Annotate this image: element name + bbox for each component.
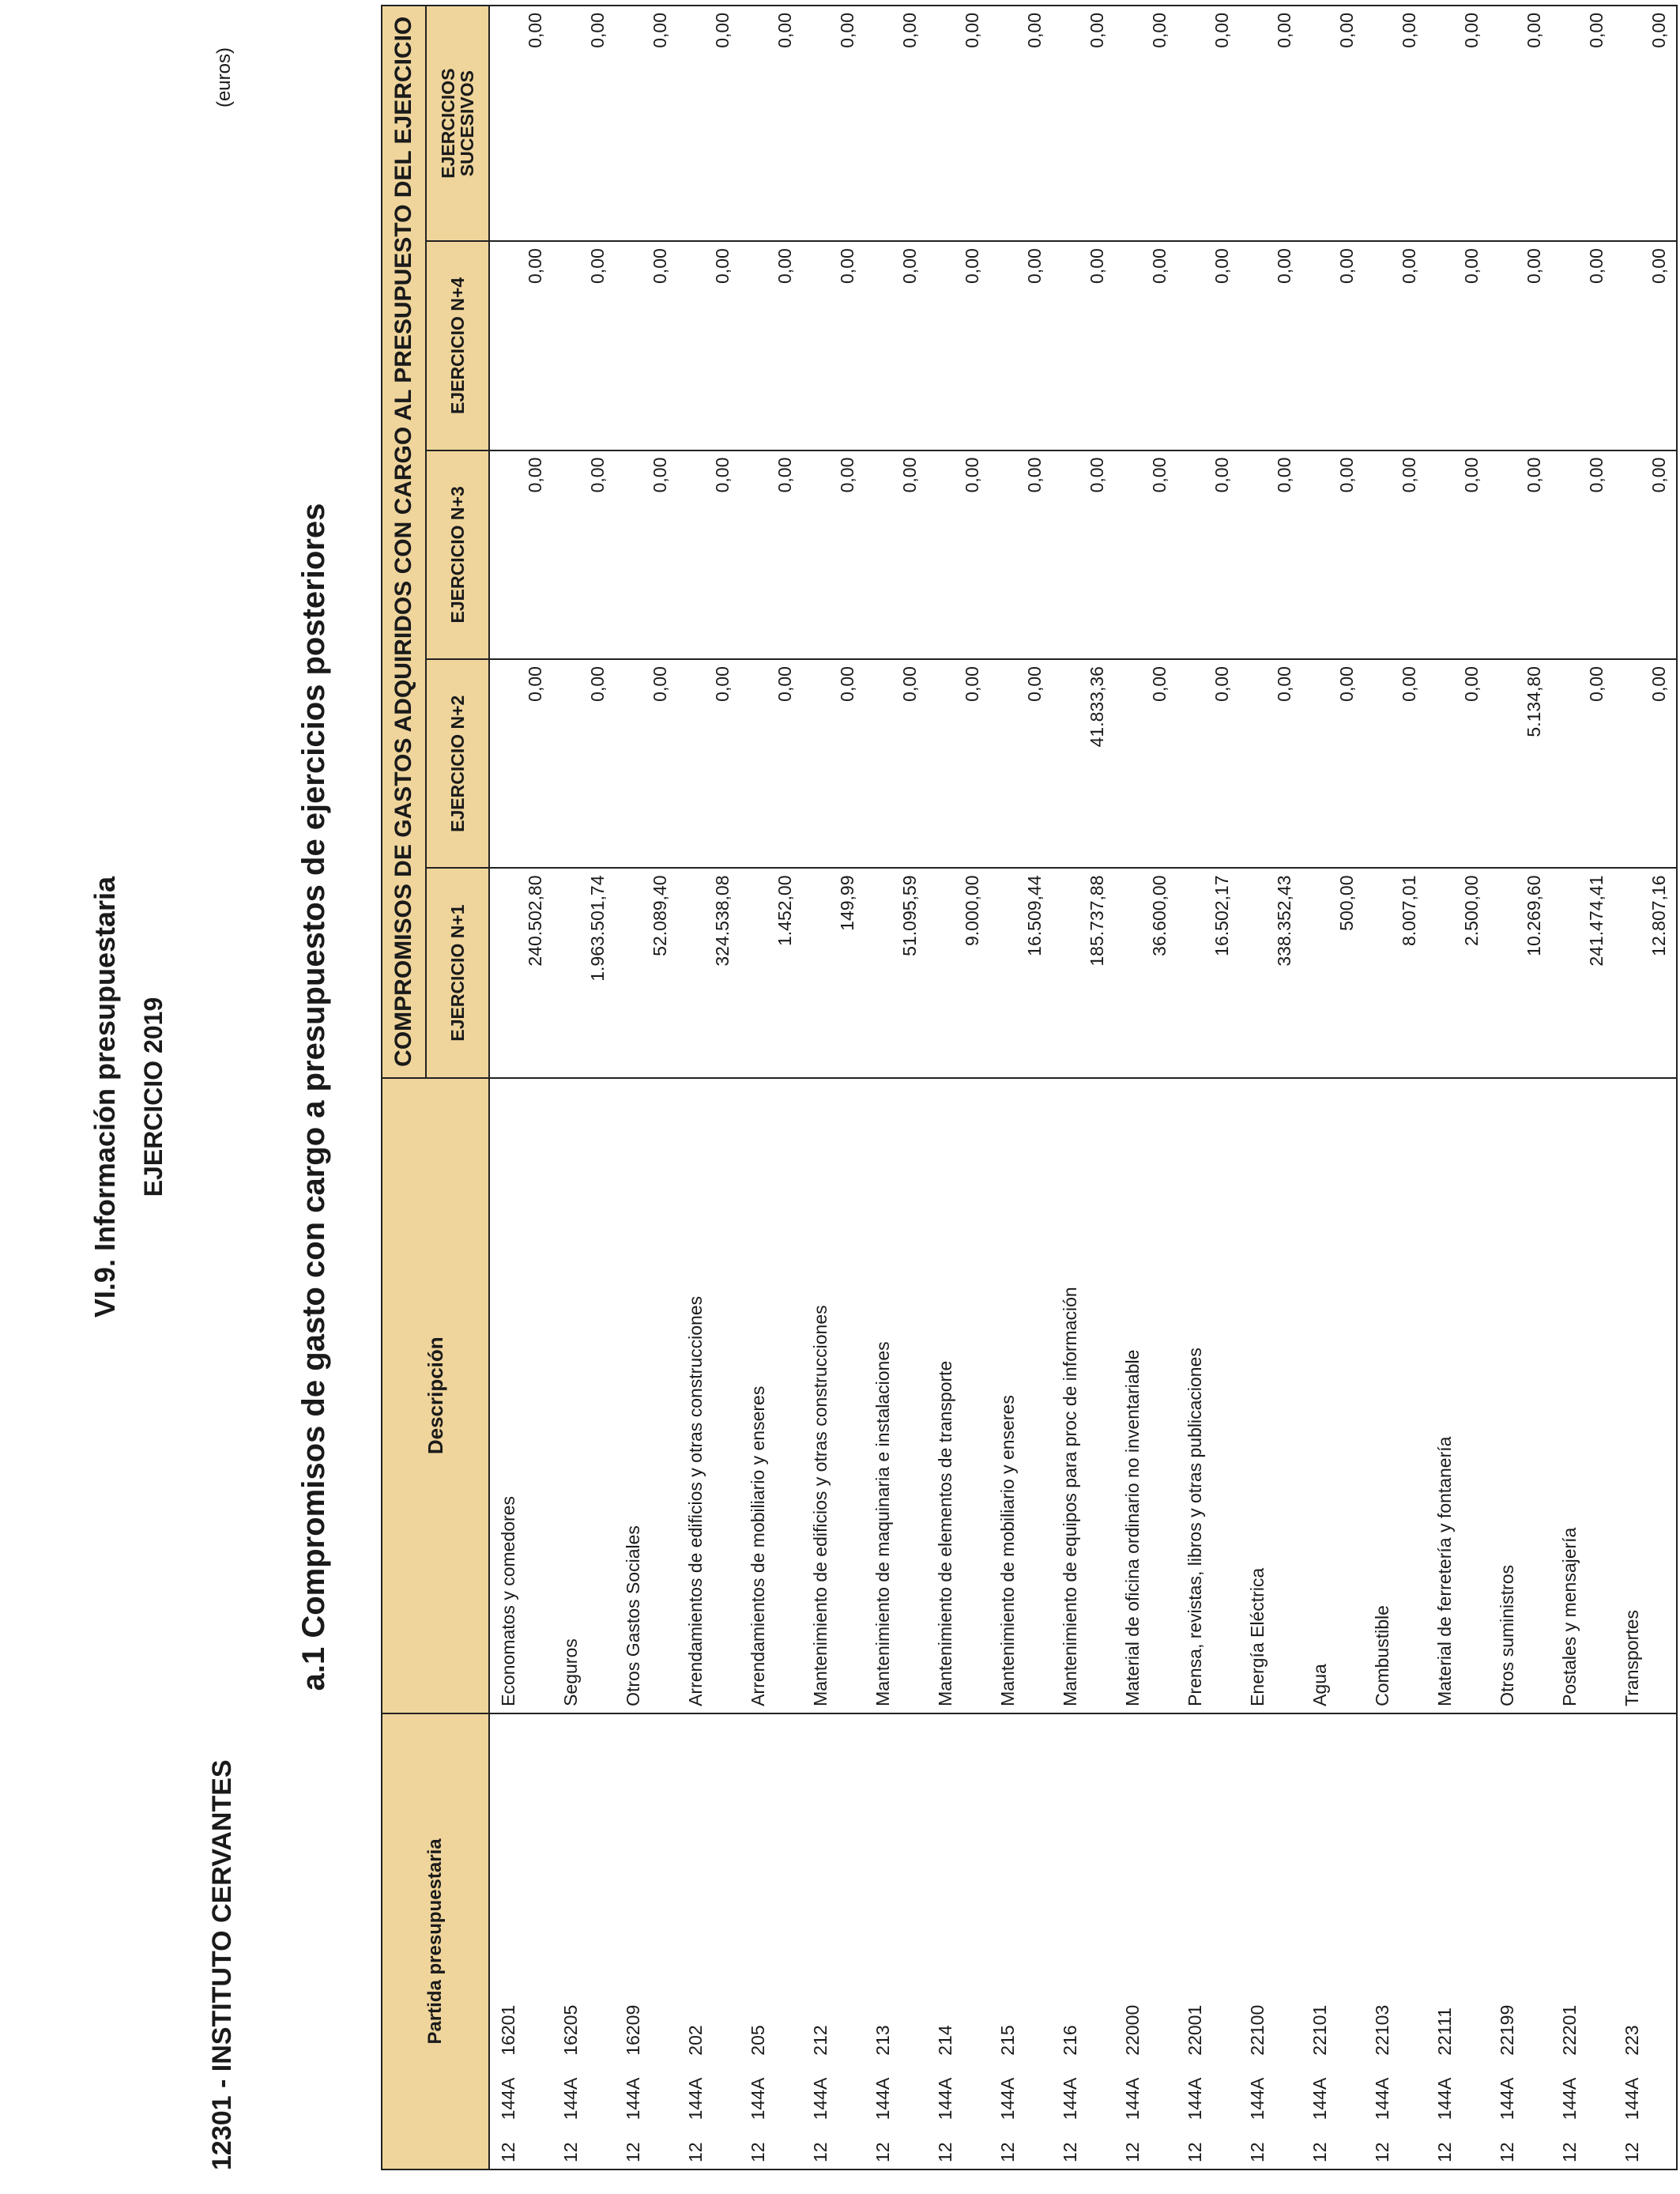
n1-cell: 149,99 (802, 868, 864, 1077)
n2-cell: 0,00 (927, 659, 989, 868)
partida-program: 144A (1122, 2077, 1143, 2120)
partida-section: 12 (1497, 2142, 1517, 2162)
descripcion-cell: Mantenimiento de maquinaria e instalaciones (864, 1078, 927, 1713)
descripcion-cell: Combustible (1364, 1078, 1426, 1713)
n3-cell: 0,00 (615, 450, 677, 659)
n1-cell: 16.509,44 (989, 868, 1052, 1077)
table-row (1489, 6, 1551, 2169)
partida-cell (1614, 1713, 1677, 2169)
partida-concept: 205 (748, 2025, 768, 2056)
table-row (1114, 6, 1177, 2169)
partida-concept: 213 (872, 2025, 893, 2056)
sucesivos-cell: 0,00 (1364, 6, 1426, 241)
n3-cell: 0,00 (989, 450, 1052, 659)
partida-cell (1177, 1713, 1239, 2169)
table-row (864, 6, 927, 2169)
descripcion-cell: Arrendamientos de edificios y otras construcciones (677, 1078, 740, 1713)
partida-cell (740, 1713, 802, 2169)
n4-cell: 0,00 (489, 241, 552, 450)
sucesivos-cell: 0,00 (1489, 6, 1551, 241)
descripcion-cell: Mantenimiento de equipos para proc de información (1052, 1078, 1114, 1713)
col-header-n2: EJERCICIO N+2 (426, 659, 489, 868)
group-header: COMPROMISOS DE GASTOS ADQUIRIDOS CON CARGO AL PRESUPUESTO DEL EJERCICIO (382, 6, 426, 1078)
n1-cell: 338.352,43 (1239, 868, 1301, 1077)
table-row (552, 6, 615, 2169)
partida-concept: 215 (997, 2025, 1018, 2056)
descripcion-cell: Transportes (1614, 1078, 1677, 1713)
partida-section: 12 (685, 2142, 706, 2162)
partida-section: 12 (498, 2142, 518, 2162)
n2-cell: 0,00 (1551, 659, 1614, 868)
n3-cell: 0,00 (864, 450, 927, 659)
partida-section: 12 (1372, 2142, 1392, 2162)
n1-cell: 241.474,41 (1551, 868, 1614, 1077)
table-row (989, 6, 1052, 2169)
col-header-partida: Partida presupuestaria (382, 1713, 489, 2169)
n4-cell: 0,00 (615, 241, 677, 450)
n4-cell: 0,00 (802, 241, 864, 450)
table-row (1364, 6, 1426, 2169)
n2-cell: 0,00 (1614, 659, 1677, 868)
n4-cell: 0,00 (1551, 241, 1614, 450)
partida-program: 144A (748, 2077, 768, 2120)
partida-section: 12 (1622, 2142, 1642, 2162)
n2-cell: 41.833,36 (1052, 659, 1114, 868)
descripcion-cell: Seguros (552, 1078, 615, 1713)
partida-concept: 22100 (1247, 2004, 1268, 2056)
n3-cell: 0,00 (1614, 450, 1677, 659)
n2-cell: 0,00 (677, 659, 740, 868)
table-row (1551, 6, 1614, 2169)
partida-cell (1426, 1713, 1489, 2169)
n2-cell: 0,00 (1426, 659, 1489, 868)
n3-cell: 0,00 (677, 450, 740, 659)
n1-cell: 10.269,60 (1489, 868, 1551, 1077)
col-header-descripcion: Descripción (382, 1078, 489, 1713)
ejercicio-title: EJERCICIO 2019 (139, 997, 168, 1197)
sucesivos-cell: 0,00 (552, 6, 615, 241)
sucesivos-cell: 0,00 (1301, 6, 1364, 241)
sucesivos-cell: 0,00 (989, 6, 1052, 241)
partida-program: 144A (1309, 2077, 1330, 2120)
sucesivos-cell: 0,00 (740, 6, 802, 241)
n4-cell: 0,00 (989, 241, 1052, 450)
table-row (489, 6, 552, 2169)
partida-concept: 22111 (1434, 2007, 1455, 2056)
partida-section: 12 (997, 2142, 1018, 2162)
n4-cell: 0,00 (1426, 241, 1489, 450)
col-header-n4: EJERCICIO N+4 (426, 241, 489, 450)
n1-cell: 36.600,00 (1114, 868, 1177, 1077)
partida-concept: 214 (935, 2025, 955, 2056)
descripcion-cell: Prensa, revistas, libros y otras publicaciones (1177, 1078, 1239, 1713)
partida-program: 144A (1247, 2077, 1268, 2120)
partida-concept: 16205 (560, 2004, 581, 2056)
partida-concept: 212 (810, 2025, 831, 2056)
table-title: a.1 Compromisos de gasto con cargo a presupuestos de ejercicios posteriores (296, 503, 331, 1691)
table-row (1052, 6, 1114, 2169)
partida-program: 144A (623, 2077, 643, 2120)
partida-program: 144A (1060, 2077, 1080, 2120)
partida-program: 144A (1372, 2077, 1392, 2120)
n4-cell: 0,00 (1364, 241, 1426, 450)
n1-cell: 8.007,01 (1364, 868, 1426, 1077)
partida-concept: 16201 (498, 2004, 518, 2056)
partida-program: 144A (1434, 2077, 1455, 2120)
n1-cell: 16.502,17 (1177, 868, 1239, 1077)
n3-cell: 0,00 (489, 450, 552, 659)
partida-section: 12 (1122, 2142, 1143, 2162)
col-header-n3: EJERCICIO N+3 (426, 450, 489, 659)
n3-cell: 0,00 (802, 450, 864, 659)
n2-cell: 0,00 (489, 659, 552, 868)
sucesivos-cell: 0,00 (927, 6, 989, 241)
sucesivos-cell: 0,00 (1551, 6, 1614, 241)
table-row (802, 6, 864, 2169)
partida-cell (1489, 1713, 1551, 2169)
table-row (677, 6, 740, 2169)
partida-program: 144A (872, 2077, 893, 2120)
partida-cell (989, 1713, 1052, 2169)
descripcion-cell: Agua (1301, 1078, 1364, 1713)
partida-cell (1301, 1713, 1364, 2169)
n1-cell: 51.095,59 (864, 868, 927, 1077)
partida-section: 12 (1185, 2142, 1205, 2162)
sucesivos-cell: 0,00 (677, 6, 740, 241)
n2-cell: 0,00 (1364, 659, 1426, 868)
n2-cell: 0,00 (1239, 659, 1301, 868)
descripcion-cell: Economatos y comedores (489, 1078, 552, 1713)
units-label: (euros) (213, 47, 235, 108)
descripcion-cell: Material de ferretería y fontanería (1426, 1078, 1489, 1713)
n4-cell: 0,00 (552, 241, 615, 450)
sucesivos-line2: SUCESIVOS (457, 70, 477, 177)
partida-program: 144A (1185, 2077, 1205, 2120)
n3-cell: 0,00 (1426, 450, 1489, 659)
partida-concept: 202 (685, 2025, 706, 2056)
n4-cell: 0,00 (1114, 241, 1177, 450)
partida-concept: 22001 (1185, 2004, 1205, 2056)
partida-cell (927, 1713, 989, 2169)
partida-program: 144A (997, 2077, 1018, 2120)
table-row (1239, 6, 1301, 2169)
n2-cell: 0,00 (802, 659, 864, 868)
partida-concept: 216 (1060, 2025, 1080, 2056)
partida-program: 144A (560, 2077, 581, 2120)
partida-cell (552, 1713, 615, 2169)
partida-concept: 22000 (1122, 2004, 1143, 2056)
sucesivos-cell: 0,00 (1052, 6, 1114, 241)
partida-cell (615, 1713, 677, 2169)
partida-program: 144A (935, 2077, 955, 2120)
table-row (1177, 6, 1239, 2169)
descripcion-cell: Mantenimiento de mobiliario y enseres (989, 1078, 1052, 1713)
sucesivos-cell: 0,00 (615, 6, 677, 241)
descripcion-cell: Mantenimiento de edificios y otras construcciones (802, 1078, 864, 1713)
descripcion-cell: Material de oficina ordinario no inventariable (1114, 1078, 1177, 1713)
partida-section: 12 (935, 2142, 955, 2162)
partida-section: 12 (810, 2142, 831, 2162)
n4-cell: 0,00 (677, 241, 740, 450)
commitments-table (381, 5, 1678, 2170)
n1-cell: 185.737,88 (1052, 868, 1114, 1077)
partida-concept: 22101 (1309, 2004, 1330, 2056)
descripcion-cell: Otros suministros (1489, 1078, 1551, 1713)
n4-cell: 0,00 (1614, 241, 1677, 450)
n3-cell: 0,00 (552, 450, 615, 659)
partida-program: 144A (1622, 2077, 1642, 2120)
n3-cell: 0,00 (740, 450, 802, 659)
n4-cell: 0,00 (1489, 241, 1551, 450)
n3-cell: 0,00 (1114, 450, 1177, 659)
partida-concept: 16209 (623, 2004, 643, 2056)
partida-concept: 223 (1622, 2025, 1642, 2056)
partida-section: 12 (1559, 2142, 1580, 2162)
descripcion-cell: Postales y mensajería (1551, 1078, 1614, 1713)
partida-cell (1052, 1713, 1114, 2169)
n4-cell: 0,00 (740, 241, 802, 450)
partida-cell (677, 1713, 740, 2169)
descripcion-cell: Energía Eléctrica (1239, 1078, 1301, 1713)
sucesivos-cell: 0,00 (1114, 6, 1177, 241)
n4-cell: 0,00 (1301, 241, 1364, 450)
n3-cell: 0,00 (1364, 450, 1426, 659)
sucesivos-cell: 0,00 (1177, 6, 1239, 241)
descripcion-cell: Mantenimiento de elementos de transporte (927, 1078, 989, 1713)
partida-concept: 22103 (1372, 2004, 1392, 2056)
section-title: VI.9. Información presupuestaria (89, 876, 121, 1318)
n3-cell: 0,00 (1551, 450, 1614, 659)
table-row (615, 6, 677, 2169)
n2-cell: 0,00 (1301, 659, 1364, 868)
sucesivos-line1: EJERCICIOS (438, 68, 458, 179)
n1-cell: 324.538,08 (677, 868, 740, 1077)
n4-cell: 0,00 (927, 241, 989, 450)
n3-cell: 0,00 (927, 450, 989, 659)
partida-cell (1364, 1713, 1426, 2169)
descripcion-cell: Arrendamientos de mobiliario y enseres (740, 1078, 802, 1713)
partida-concept: 22199 (1497, 2004, 1517, 2056)
n2-cell: 0,00 (1177, 659, 1239, 868)
n2-cell: 5.134,80 (1489, 659, 1551, 868)
partida-program: 144A (1497, 2077, 1517, 2120)
col-header-n1: EJERCICIO N+1 (426, 868, 489, 1077)
n1-cell: 9.000,00 (927, 868, 989, 1077)
organism-name: 12301 - INSTITUTO CERVANTES (207, 1759, 237, 2170)
n3-cell: 0,00 (1239, 450, 1301, 659)
n2-cell: 0,00 (552, 659, 615, 868)
n4-cell: 0,00 (1177, 241, 1239, 450)
n2-cell: 0,00 (864, 659, 927, 868)
n4-cell: 0,00 (1239, 241, 1301, 450)
n4-cell: 0,00 (1052, 241, 1114, 450)
partida-section: 12 (1309, 2142, 1330, 2162)
sucesivos-cell: 0,00 (1239, 6, 1301, 241)
partida-section: 12 (872, 2142, 893, 2162)
partida-cell (1551, 1713, 1614, 2169)
sucesivos-cell: 0,00 (1426, 6, 1489, 241)
n2-cell: 0,00 (615, 659, 677, 868)
table-body (489, 6, 1677, 2169)
partida-program: 144A (1559, 2077, 1580, 2120)
sucesivos-cell: 0,00 (489, 6, 552, 241)
sucesivos-cell: 0,00 (864, 6, 927, 241)
partida-program: 144A (810, 2077, 831, 2120)
n1-cell: 500,00 (1301, 868, 1364, 1077)
partida-section: 12 (623, 2142, 643, 2162)
table-row (927, 6, 989, 2169)
sucesivos-cell: 0,00 (802, 6, 864, 241)
n2-cell: 0,00 (740, 659, 802, 868)
col-header-sucesivos (426, 6, 489, 241)
n1-cell: 52.089,40 (615, 868, 677, 1077)
n2-cell: 0,00 (989, 659, 1052, 868)
n3-cell: 0,00 (1052, 450, 1114, 659)
partida-concept: 22201 (1559, 2004, 1580, 2056)
n3-cell: 0,00 (1489, 450, 1551, 659)
table-row (1301, 6, 1364, 2169)
partida-section: 12 (748, 2142, 768, 2162)
partida-cell (1239, 1713, 1301, 2169)
n3-cell: 0,00 (1301, 450, 1364, 659)
partida-section: 12 (1434, 2142, 1455, 2162)
partida-cell (1114, 1713, 1177, 2169)
sucesivos-cell: 0,00 (1614, 6, 1677, 241)
n1-cell: 2.500,00 (1426, 868, 1489, 1077)
n2-cell: 0,00 (1114, 659, 1177, 868)
n1-cell: 1.963.501,74 (552, 868, 615, 1077)
n3-cell: 0,00 (1177, 450, 1239, 659)
partida-section: 12 (1247, 2142, 1268, 2162)
partida-cell (864, 1713, 927, 2169)
table-row (1614, 6, 1677, 2169)
n1-cell: 1.452,00 (740, 868, 802, 1077)
n4-cell: 0,00 (864, 241, 927, 450)
n1-cell: 12.807,16 (1614, 868, 1677, 1077)
partida-cell (802, 1713, 864, 2169)
partida-program: 144A (685, 2077, 706, 2120)
partida-cell (489, 1713, 552, 2169)
table-row (740, 6, 802, 2169)
n1-cell: 240.502,80 (489, 868, 552, 1077)
descripcion-cell: Otros Gastos Sociales (615, 1078, 677, 1713)
partida-section: 12 (560, 2142, 581, 2162)
partida-section: 12 (1060, 2142, 1080, 2162)
table-row (1426, 6, 1489, 2169)
partida-program: 144A (498, 2077, 518, 2120)
